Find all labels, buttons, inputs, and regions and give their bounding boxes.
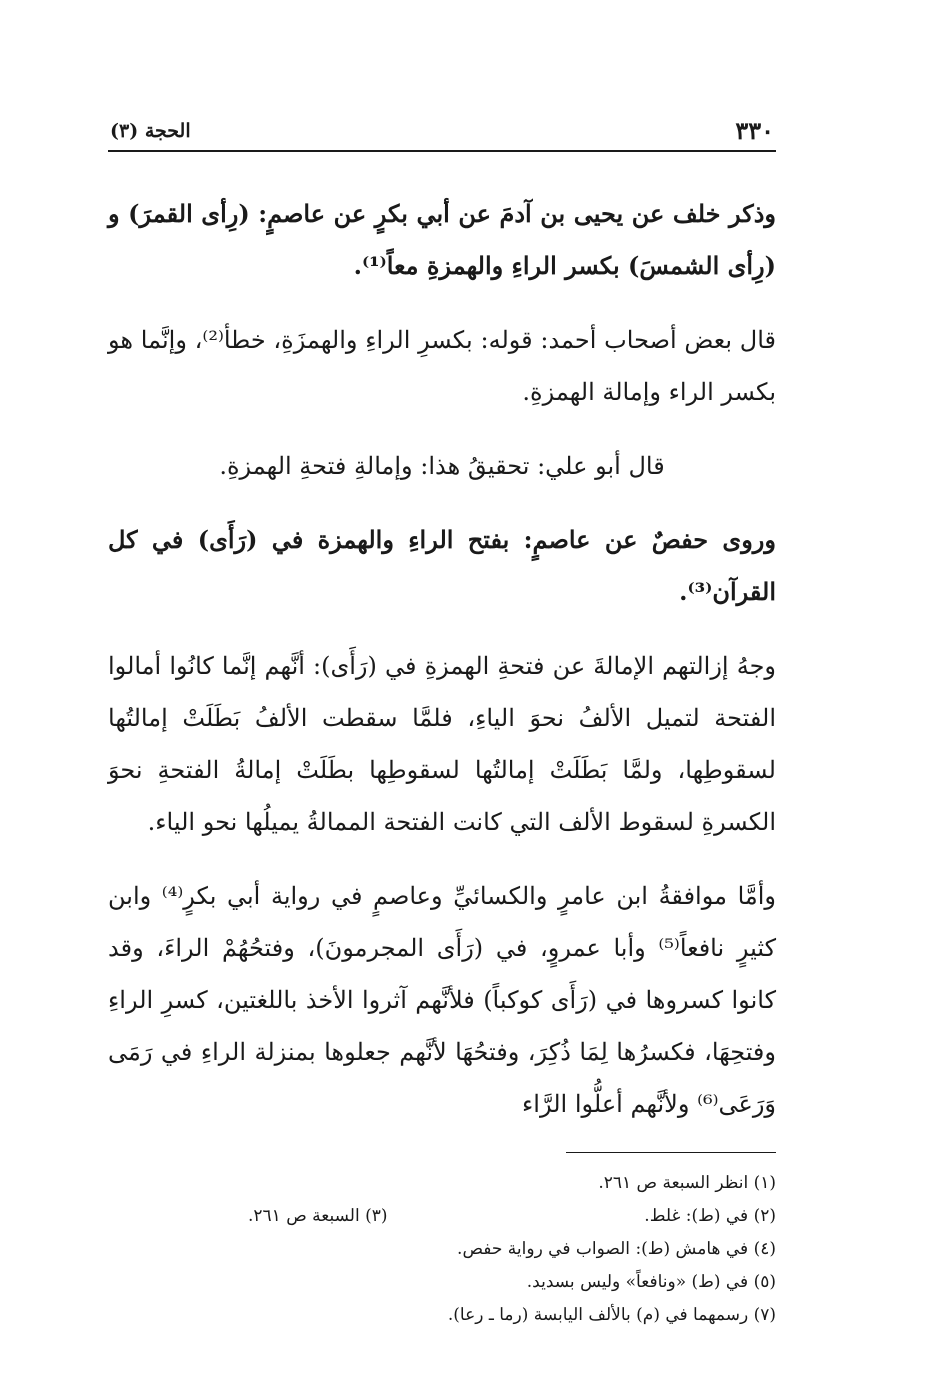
footnote-2: (٢) في (ط): غلط. — [644, 1206, 776, 1226]
footnote-3: (٣) السبعة ص ٢٦١. — [248, 1206, 388, 1226]
footnote-4: (٤) في هامش (ط): الصواب في رواية حفص. — [457, 1239, 776, 1259]
book-page — [108, 112, 776, 1352]
paragraph-ahmad: قال بعض أصحاب أحمد: قوله: بكسرِ الراءِ والهمزَةِ، خطأ⁽²⁾، وإنَّما هو بكسر الراء وإمالة الهمزةِ. — [108, 326, 776, 406]
footnote-5: (٥) في (ط) «ونافعاً» وليس بسديد. — [526, 1272, 776, 1292]
main-text — [108, 188, 776, 1130]
footnotes — [108, 1167, 776, 1332]
paragraph-hafs: وروى حفصٌ عن عاصمٍ: بفتح الراءِ والهمزة في (رَأَى) في كل القرآن⁽³⁾. — [108, 525, 776, 606]
page-number: ٣٣٠ — [735, 116, 774, 145]
footnote-7: (٧) رسمهما في (م) بالألف اليابسة (رما ـ رعا). — [447, 1305, 776, 1325]
footnote-1: (١) انظر السبعة ص ٢٦١. — [598, 1173, 776, 1193]
paragraph-abu-ali: قال أبو علي: تحقيقُ هذا: وإمالةِ فتحةِ الهمزةِ. — [219, 452, 665, 480]
paragraph-muwafaqa: وأمَّا موافقةُ ابن عامرٍ والكسائيِّ وعاصمٍ في رواية أبي بكرٍ⁽⁴⁾ وابن كثيرٍ نافعاً⁽⁵⁾ وأبا عمروٍ، في (رَأَى المجرمونَ)، وفتحُهُمْ الراءَ، وقد كانوا كسروها في (رَأَى كوكباً) فلأنَّهم آثروا الأخذ باللغتين، كسرِ الراءِ وفتحِهَا، فكسرُها لِمَا ذُكِرَ، وفتحُهَا لأنَّهم جعلوها بمنزلة الراءِ في رَمَى وَرَعَى⁽⁶⁾ ولأنَّهم أعلُّوا الرَّاء — [108, 882, 777, 1118]
paragraph-imala: وجهُ إزالتهم الإمالةَ عن فتحةِ الهمزةِ في (رَأَى): أنَّهم إنَّما كانُوا أمالوا الفتحة لتميل الألفُ نحوَ الياءِ، فلمَّا سقطت الألفُ بَطَلَتْ إمالتُها لسقوطِها، ولمَّا بَطَلَتْ إمالتُها لسقوطِها بطَلَتْ إمالةُ الفتحةِ نحوَ الكسرةِ لسقوط الألف التي كانت الفتحة الممالةُ يميلُها نحو الياء. — [108, 652, 776, 836]
running-title: الحجة (٣) — [110, 120, 191, 142]
footnote-row-2-3 — [108, 1200, 776, 1233]
footnote-divider — [566, 1152, 776, 1153]
running-header — [108, 112, 776, 152]
paragraph-khalaf: وذكر خلف عن يحيى بن آدمَ عن أبي بكرٍ عن عاصمٍ: (رِأى القمرَ) و (رِأى الشمسَ) بكسر الراءِ والهمزةِ معاً⁽¹⁾. — [108, 199, 776, 280]
